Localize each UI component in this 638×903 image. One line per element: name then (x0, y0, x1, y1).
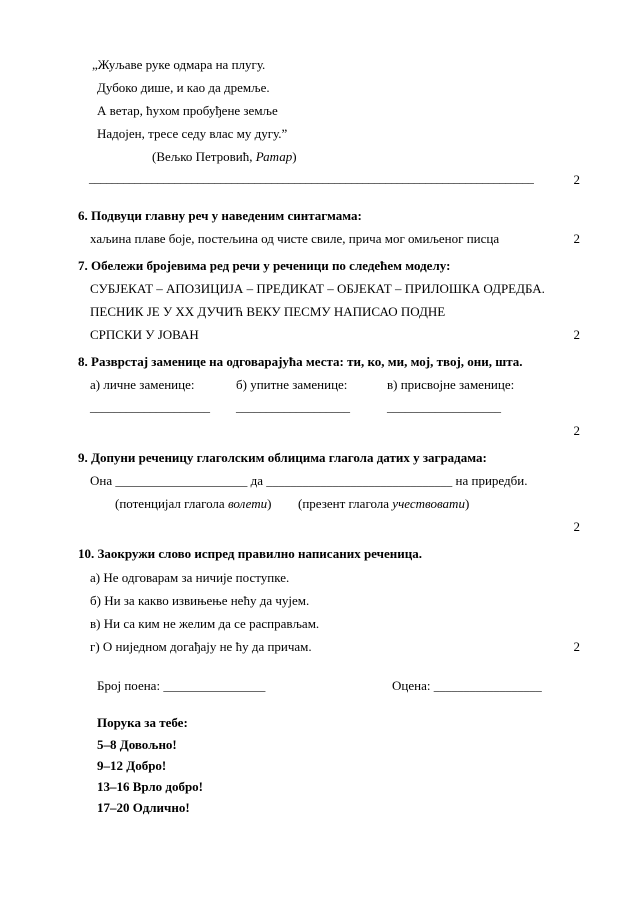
q9-blank-2[interactable]: _______________________________ (266, 474, 453, 488)
q9-hint-1-verb: волети (227, 496, 268, 511)
q9-title: 9. Допуни реченицу глаголским облицима глагола датих у заградама: (78, 450, 487, 465)
q8-category-personal: а) личне заменице: (90, 377, 195, 392)
score-blank[interactable]: _________________ (163, 679, 266, 693)
poem-source-author: (Вељко Петровић, (152, 149, 256, 164)
grade-field (392, 678, 542, 694)
poem-line-4: Надојен, тресе седу влас му дугу.” (97, 126, 288, 141)
q9-sentence-middle: да (247, 473, 267, 488)
q9-sentence (90, 473, 527, 489)
q10-option-b[interactable]: б) Ни за какво извињење нећу да чујем. (90, 593, 310, 608)
q7-sentence-line-1: ПЕСНИК ЈЕ У ХХ ДУЧИЋ ВЕКУ ПЕСМУ НАПИСАО ПОДНЕ (90, 304, 446, 319)
score-field (97, 678, 265, 694)
q6-title: 6. Подвуци главну реч у наведеним синтагмама: (78, 208, 362, 223)
q8-title: 8. Разврстај заменице на одговарајућа места: ти, ко, ми, мој, твој, они, шта. (78, 354, 523, 369)
q9-points: 2 (573, 519, 580, 534)
grade-label: Оцена: (392, 678, 434, 693)
q9-sentence-start: Она (90, 473, 116, 488)
q9-hint-2-close: ) (464, 496, 470, 511)
q6-text: хаљина плаве боје, постељина од чисте свиле, прича мог омиљеног писца (90, 231, 500, 246)
q6-points: 2 (573, 231, 580, 246)
q9-hint-1-text: (потенцијал глагола (115, 496, 228, 511)
q8-points: 2 (573, 423, 580, 438)
q9-hint-2-verb: учествовати (392, 496, 465, 511)
q10-option-a[interactable]: а) Не одговарам за ничије поступке. (90, 570, 290, 585)
q10-points: 2 (573, 639, 580, 654)
poem-source (152, 149, 297, 165)
poem-line-2: Дубоко дише, и као да дремље. (97, 80, 270, 95)
poem-points: 2 (573, 172, 580, 187)
q8-blank-possessive[interactable]: ___________________ (387, 400, 501, 414)
message-line-2: 9–12 Добро! (97, 758, 167, 773)
q9-hint-2-text: (презент глагола (298, 496, 393, 511)
message-line-4: 17–20 Одлично! (97, 800, 190, 815)
q7-sentence-line-2: СРПСКИ У ЈОВАН (90, 327, 199, 342)
q7-model: СУБЈЕКАТ – АПОЗИЦИЈА – ПРЕДИКАТ – ОБЈЕКАТ – ПРИЛОШКА ОДРЕДБА. (90, 281, 545, 296)
q9-hint-1-close: ) (267, 496, 272, 511)
q8-category-interrogative: б) упитне заменице: (236, 377, 348, 392)
message-line-1: 5–8 Довољно! (97, 737, 177, 752)
q9-hint-2 (298, 496, 469, 512)
grade-blank[interactable]: __________________ (433, 679, 542, 693)
message-line-3: 13–16 Врло добро! (97, 779, 204, 794)
q7-points: 2 (573, 327, 580, 342)
q10-option-d[interactable]: г) О ниједном догађају не ћу да причам. (90, 639, 312, 654)
q7-title: 7. Обележи бројевима ред речи у реченици по следећем моделу: (78, 258, 451, 273)
q9-blank-1[interactable]: ______________________ (115, 474, 248, 488)
poem-source-title: Ратар (255, 149, 293, 164)
poem-answer-line[interactable]: ______________________________________________________________________________ (89, 171, 534, 185)
q9-hint-1 (115, 496, 271, 512)
q10-option-c[interactable]: в) Ни са ким не желим да се расправљам. (90, 616, 320, 631)
score-label: Број поена: (97, 678, 164, 693)
poem-source-close: ) (292, 149, 297, 164)
q8-blank-personal[interactable]: ____________________ (90, 400, 210, 414)
q8-category-possessive: в) присвојне заменице: (387, 377, 515, 392)
message-title: Порука за тебе: (97, 715, 188, 730)
poem-line-3: А ветар, ћухом пробуђене земље (97, 103, 278, 118)
q10-title: 10. Заокружи слово испред правилно написаних реченица. (78, 546, 422, 561)
q9-sentence-end: на приредби. (452, 473, 528, 488)
q8-blank-interrogative[interactable]: ___________________ (236, 400, 350, 414)
poem-line-1: „Жуљаве руке одмара на плугу. (92, 57, 266, 72)
